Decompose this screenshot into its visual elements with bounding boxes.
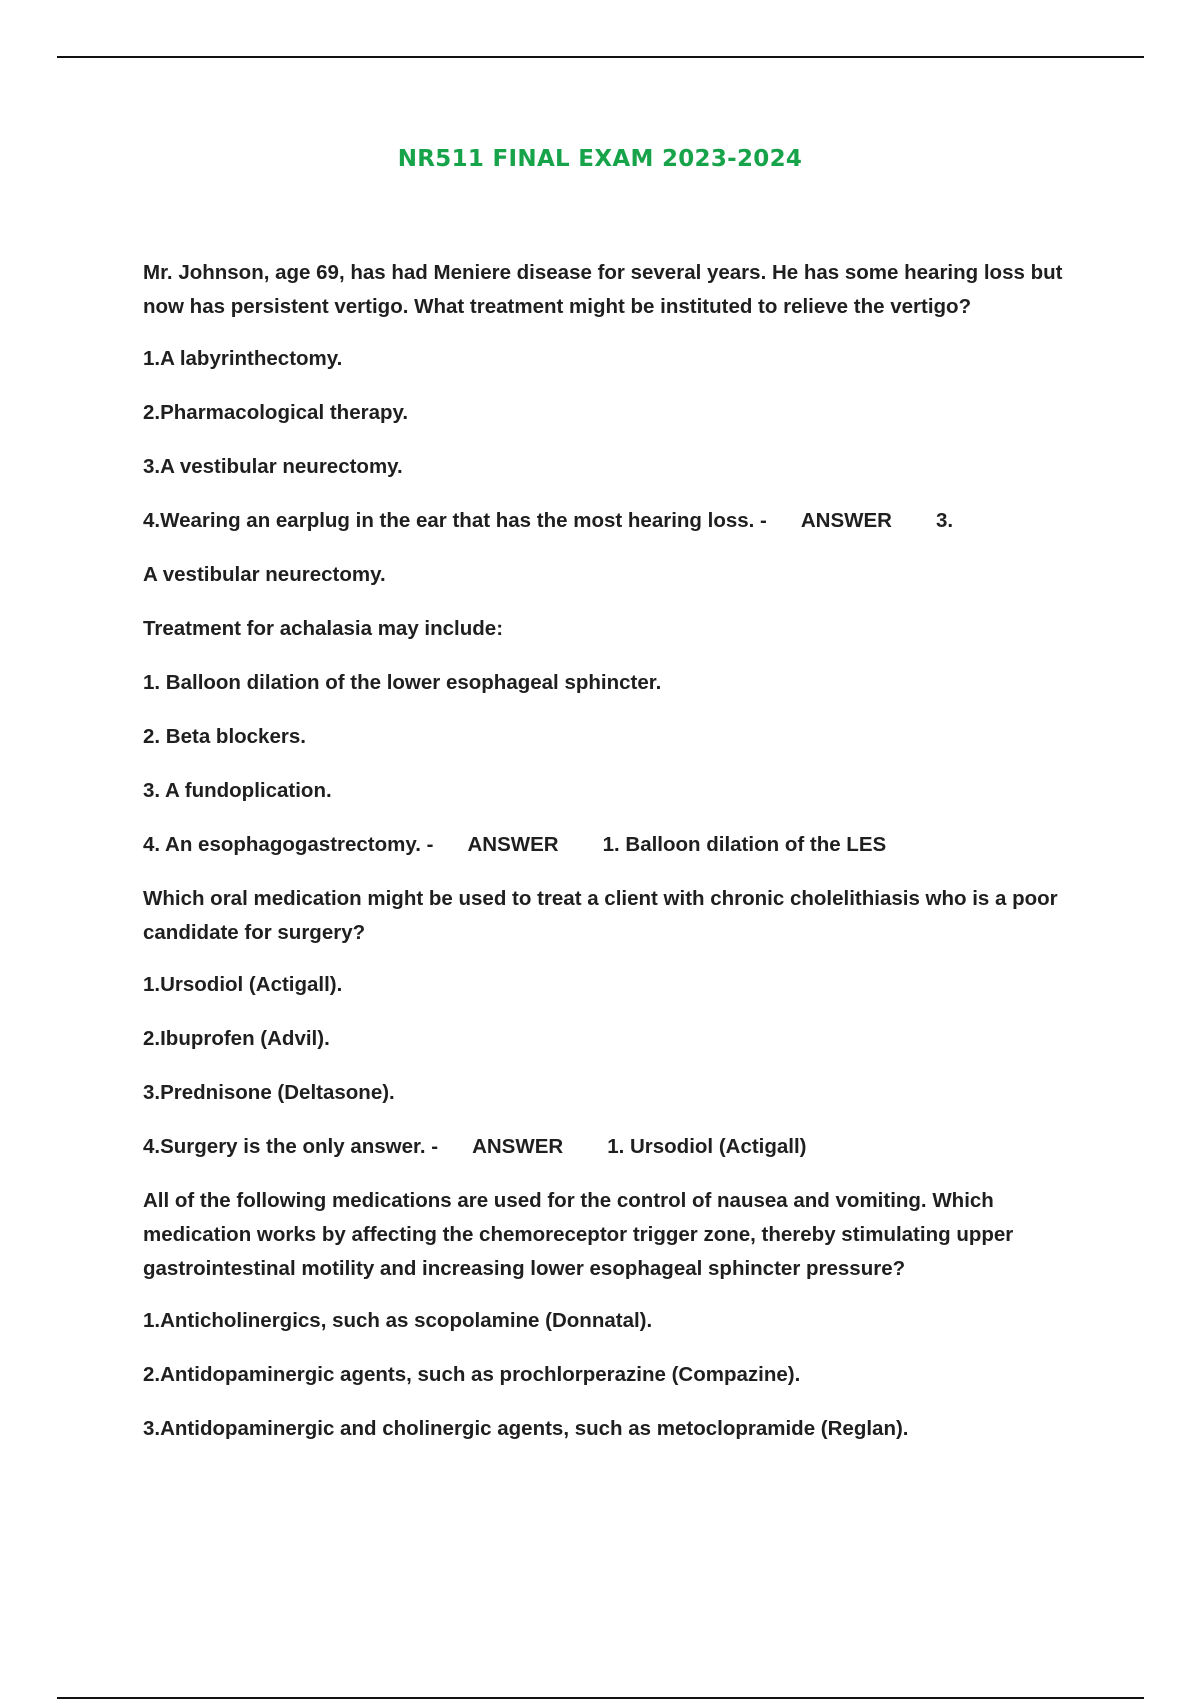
question-4-stem: All of the following medications are used for the control of nausea and vomiting. Which medication works by affecting the chemoreceptor trigger zone, thereby stimulating upper gastrointestinal motility and increasing lower esophageal sphincter pressure? — [143, 1189, 1019, 1280]
header-rule — [57, 56, 1144, 58]
question-2-option-2: 2. Beta blockers. — [143, 725, 306, 748]
question-3-option-2: 2.Ibuprofen (Advil). — [143, 1027, 330, 1050]
question-2-option-1: 1. Balloon dilation of the lower esophageal sphincter. — [143, 671, 662, 694]
question-1-option-4: 4.Wearing an earplug in the ear that has the most hearing loss. - — [143, 509, 767, 532]
question-3-option-4-with-answer — [143, 1130, 1103, 1164]
question-1-answer: 3. — [935, 509, 954, 532]
footer-rule — [57, 1697, 1144, 1699]
question-1-answer-continued: A vestibular neurectomy. — [143, 563, 386, 586]
question-4-option-3: 3.Antidopaminergic and cholinergic agents, such as metoclopramide (Reglan). — [143, 1417, 909, 1440]
question-4-option-2: 2.Antidopaminergic agents, such as prochlorperazine (Compazine). — [143, 1363, 801, 1386]
question-3-stem: Which oral medication might be used to treat a client with chronic cholelithiasis who is a poor candidate for surgery? — [143, 887, 1064, 944]
question-1-option-2: 2.Pharmacological therapy. — [143, 401, 409, 424]
question-1-option-1: 1.A labyrinthectomy. — [143, 347, 343, 370]
question-4-option-1: 1.Anticholinergics, such as scopolamine (Donnatal). — [143, 1309, 653, 1332]
question-2-option-4-with-answer — [143, 828, 1103, 862]
question-2-answer: 1. Balloon dilation of the LES — [602, 833, 887, 856]
answer-label: ANSWER — [800, 509, 892, 532]
question-1-option-4-with-answer — [143, 504, 1103, 538]
answer-label: ANSWER — [472, 1135, 564, 1158]
question-3-option-4: 4.Surgery is the only answer. - — [143, 1135, 439, 1158]
question-3-answer: 1. Ursodiol (Actigall) — [607, 1135, 807, 1158]
question-1-option-3: 3.A vestibular neurectomy. — [143, 455, 403, 478]
question-1-stem: Mr. Johnson, age 69, has had Meniere disease for several years. He has some hearing loss but now has persistent vertigo. What treatment might be instituted to relieve the vertigo? — [143, 261, 1069, 318]
document-body — [143, 256, 1103, 1466]
question-3-option-3: 3.Prednisone (Deltasone). — [143, 1081, 395, 1104]
document-title: NR511 FINAL EXAM 2023-2024 — [397, 146, 803, 172]
question-3-option-1: 1.Ursodiol (Actigall). — [143, 973, 343, 996]
question-2-stem: Treatment for achalasia may include: — [143, 617, 504, 640]
question-2-option-3: 3. A fundoplication. — [143, 779, 332, 802]
answer-label: ANSWER — [467, 833, 559, 856]
question-2-option-4: 4. An esophagogastrectomy. - — [143, 833, 434, 856]
